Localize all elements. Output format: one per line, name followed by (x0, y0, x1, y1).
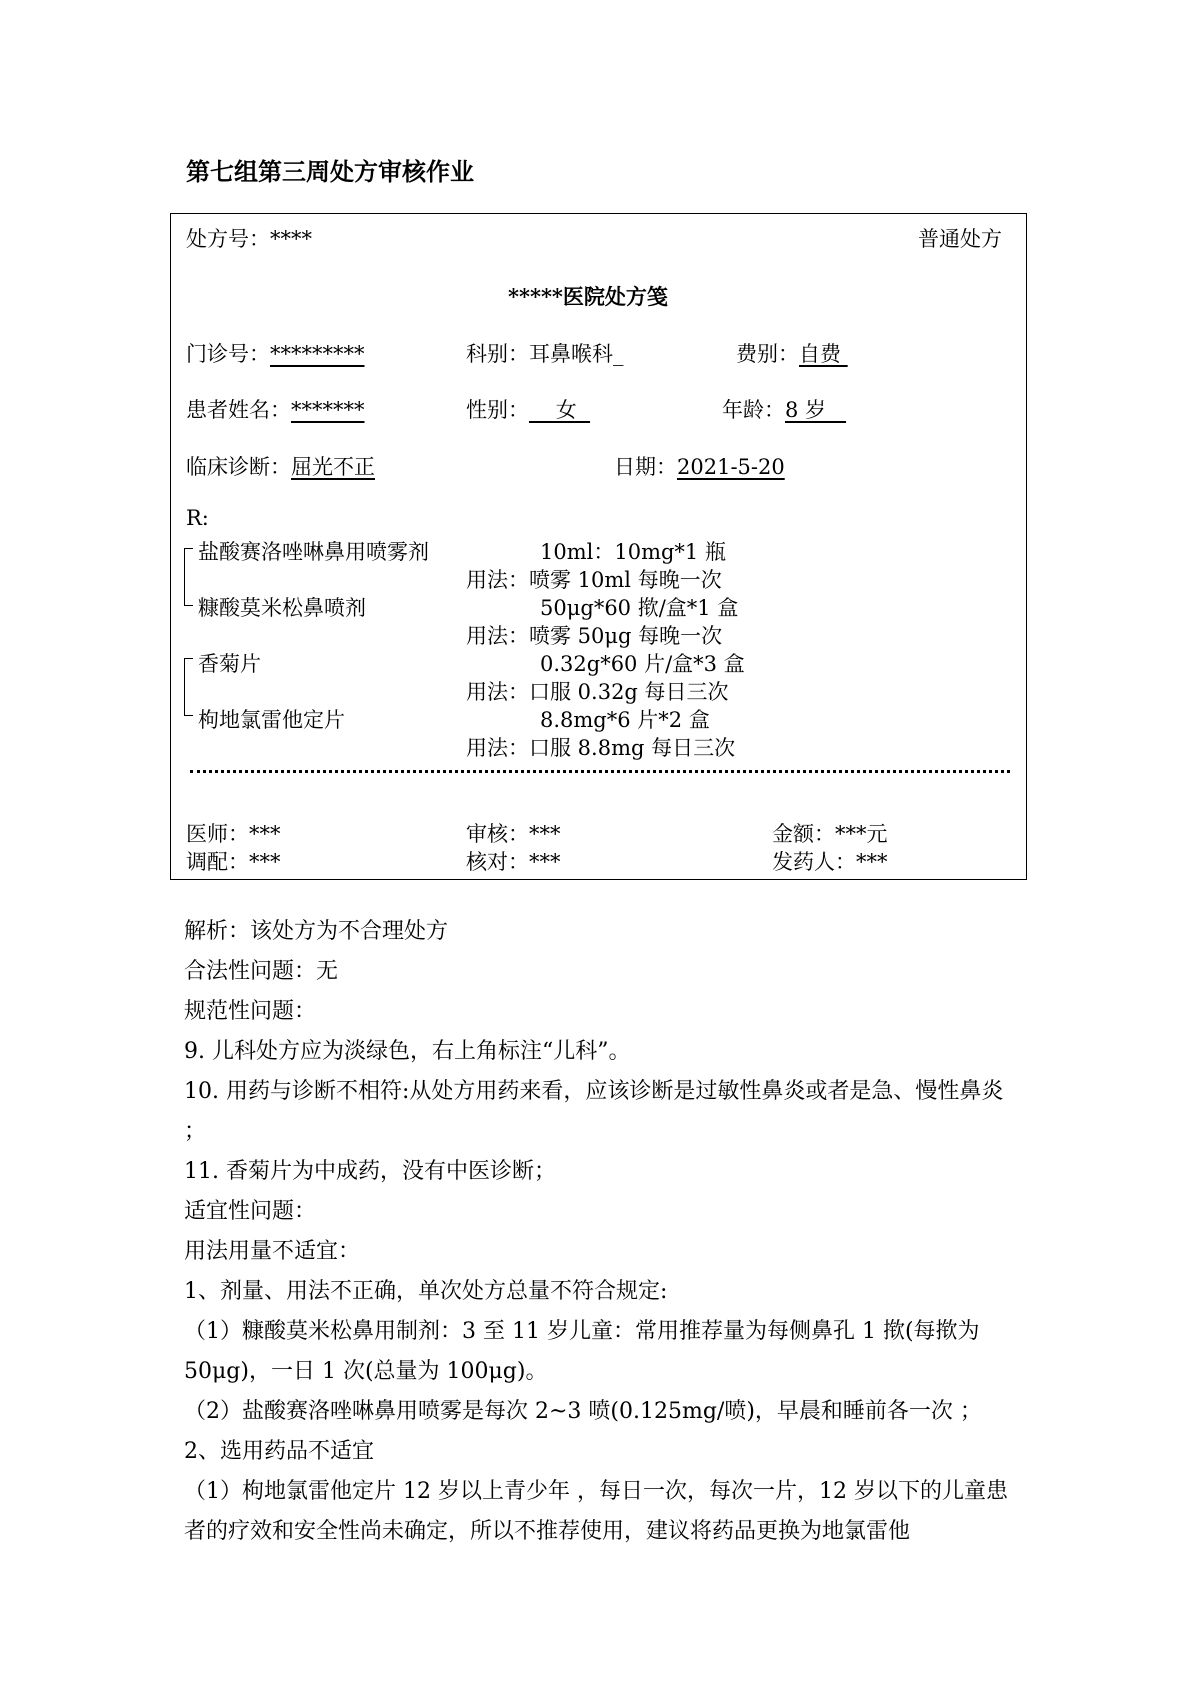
drug-usage: 用法：口服 8.8mg 每日三次 (466, 736, 736, 760)
analysis-line: 10. 用药与诊断不相符:从处方用药来看，应该诊断是过敏性鼻炎或者是急、慢性鼻炎 ； (184, 1079, 1004, 1144)
review-signature: 审核：*** (466, 822, 561, 846)
drug-usage: 用法：口服 0.32g 每日三次 (466, 680, 729, 704)
analysis-line: （1）枸地氯雷他定片 12 岁以上青少年 ，每日一次，每次一片，12 岁以下的儿童患者的疗效和安全性尚未确定，所以不推荐使用，建议将药品更换为地氯雷他 (184, 1479, 1008, 1544)
amount: 金额：***元 (772, 822, 888, 846)
diagnosis-label: 临床诊断： (186, 455, 291, 479)
analysis-line: 解析：该处方为不合理处方 (184, 919, 449, 944)
dotted-divider (190, 770, 1010, 773)
prescription-date (614, 451, 785, 481)
department-value: 耳鼻喉科_ (529, 342, 624, 366)
patient-name-label: 患者姓名： (186, 398, 291, 422)
rx-symbol: R: (186, 506, 209, 530)
department-label: 科别： (466, 342, 529, 366)
patient-name (186, 394, 365, 424)
issuer-signature: 发药人：*** (772, 850, 888, 874)
patient-age-value: 8 岁 (785, 398, 847, 422)
patient-age (722, 394, 846, 424)
patient-sex (466, 394, 590, 424)
drug-usage: 用法：喷雾 50μg 每晚一次 (466, 624, 723, 648)
prescription-type: 普通处方 (918, 227, 1002, 251)
combination-bracket (184, 548, 193, 606)
drug-name: 香菊片 (198, 652, 261, 676)
patient-sex-value: 女 (529, 398, 591, 422)
date-value: 2021-5-20 (677, 455, 785, 479)
clinical-diagnosis (186, 451, 375, 481)
fee-type (736, 338, 848, 368)
patient-age-label: 年龄： (722, 398, 785, 422)
analysis-line: 1、剂量、用法不正确，单次处方总量不符合规定: (184, 1279, 668, 1304)
analysis-line: （1）糠酸莫米松鼻用制剂：3 至 11 岁儿童：常用推荐量为每侧鼻孔 1 揿(每揿为 50μg)，一日 1 次(总量为 100μg)。 (184, 1319, 980, 1384)
prescription-number: 处方号：**** (186, 227, 312, 251)
check-signature: 核对：*** (466, 850, 561, 874)
drug-name: 盐酸赛洛唑啉鼻用喷雾剂 (198, 540, 429, 564)
analysis-line: （2）盐酸赛洛唑啉鼻用喷雾是每次 2~3 喷(0.125mg/喷)，早晨和睡前各一次 ； (184, 1399, 982, 1424)
hospital-title: *****医院处方笺 (508, 284, 668, 309)
combination-bracket (184, 658, 193, 716)
diagnosis-value: 屈光不正 (291, 455, 375, 479)
fee-type-value: 自费 (799, 342, 848, 366)
analysis-line: 9. 儿科处方应为淡绿色，右上角标注“儿科”。 (184, 1039, 631, 1064)
drug-spec: 50μg*60 揿/盒*1 盒 (540, 596, 739, 620)
date-label: 日期： (614, 455, 677, 479)
drug-name: 枸地氯雷他定片 (198, 708, 345, 732)
clinic-number-label: 门诊号： (186, 342, 270, 366)
patient-sex-label: 性别： (466, 398, 529, 422)
drug-usage: 用法：喷雾 10ml 每晚一次 (466, 568, 722, 592)
clinic-number (186, 338, 365, 368)
analysis-line: 适宜性问题： (184, 1199, 317, 1224)
patient-name-value: ******* (291, 398, 365, 422)
analysis-line: 用法用量不适宜： (184, 1239, 361, 1264)
drug-spec: 8.8mg*6 片*2 盒 (540, 708, 710, 732)
drug-spec: 10ml：10mg*1 瓶 (540, 540, 726, 564)
dispense-signature: 调配：*** (186, 850, 281, 874)
analysis-line: 规范性问题： (184, 999, 317, 1024)
fee-type-label: 费别： (736, 342, 799, 366)
drug-spec: 0.32g*60 片/盒*3 盒 (540, 652, 745, 676)
department (466, 338, 624, 368)
analysis-line: 11. 香菊片为中成药，没有中医诊断； (184, 1159, 556, 1184)
analysis-line: 合法性问题：无 (184, 959, 339, 984)
doctor-signature: 医师：*** (186, 822, 281, 846)
document-title: 第七组第三周处方审核作业 (186, 158, 474, 186)
clinic-number-value: ********* (270, 342, 365, 366)
drug-name: 糠酸莫米松鼻喷剂 (198, 596, 366, 620)
analysis-line: 2、选用药品不适宜 (184, 1439, 374, 1464)
